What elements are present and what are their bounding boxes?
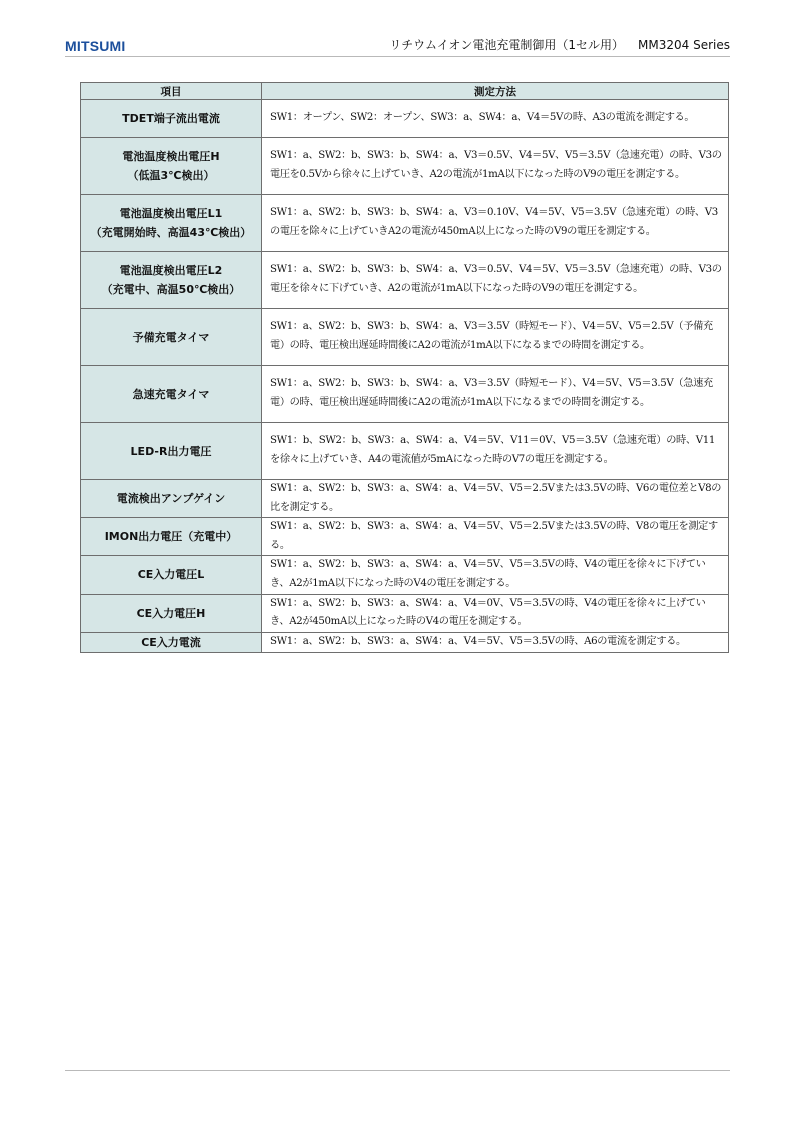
item-cell bbox=[81, 594, 262, 632]
method-cell bbox=[262, 518, 729, 556]
item-cell bbox=[81, 100, 262, 138]
table-row bbox=[81, 518, 729, 556]
method-text: SW1：a、SW2：b、SW3：b、SW4：a、V3＝0.5V、V4＝5V、V5＝3.5V（急速充電）の時、V3の電圧を0.5Vから徐々に上げていき、A2の電流が1mA以下になった時のV9の電圧を測定する。 bbox=[270, 150, 722, 180]
item-label: 電池温度検出電圧H （低温3℃検出） bbox=[122, 150, 220, 182]
item-label: CE入力電流 bbox=[141, 635, 201, 649]
item-cell bbox=[81, 480, 262, 518]
method-text: SW1：a、SW2：b、SW3：a、SW4：a、V4＝5V、V5＝3.5Vの時、A6の電流を測定する。 bbox=[270, 635, 686, 647]
item-cell bbox=[81, 195, 262, 252]
measurement-methods-table bbox=[80, 82, 729, 653]
method-text: SW1：b、SW2：b、SW3：a、SW4：a、V4＝5V、V11＝0V、V5＝3.5V（急速充電）の時、V11を徐々に上げていき、A4の電流値が5mAになった時のV7の電圧を測定する。 bbox=[270, 435, 715, 465]
item-cell bbox=[81, 309, 262, 366]
method-text: SW1：a、SW2：b、SW3：b、SW4：a、V3＝0.5V、V4＝5V、V5＝3.5V（急速充電）の時、V3の電圧を徐々に下げていき、A2の電流が1mA以下になった時のV9の電圧を測定する。 bbox=[270, 264, 722, 294]
page-header bbox=[65, 30, 730, 54]
item-label: CE入力電圧L bbox=[137, 568, 205, 582]
method-cell bbox=[262, 480, 729, 518]
table-row bbox=[81, 423, 729, 480]
method-cell bbox=[262, 366, 729, 423]
product-description: リチウムイオン電池充電制御用（1セル用） bbox=[389, 38, 625, 52]
table-row bbox=[81, 556, 729, 594]
method-cell bbox=[262, 632, 729, 652]
item-label: 電池温度検出電圧L2 （充電中、高温50℃検出） bbox=[101, 264, 241, 296]
method-cell bbox=[262, 100, 729, 138]
method-text: SW1：a、SW2：b、SW3：a、SW4：a、V4＝5V、V5＝2.5Vまたは3.5Vの時、V8の電圧を測定する。 bbox=[270, 521, 718, 551]
table-row bbox=[81, 366, 729, 423]
item-cell bbox=[81, 632, 262, 652]
document-title bbox=[389, 36, 730, 53]
item-label: TDET端子流出電流 bbox=[122, 112, 220, 125]
item-cell bbox=[81, 366, 262, 423]
method-cell bbox=[262, 309, 729, 366]
item-label: 電流検出アンプゲイン bbox=[116, 492, 226, 506]
item-cell bbox=[81, 138, 262, 195]
column-header-method: 測定方法 bbox=[262, 83, 729, 100]
column-header-item: 項目 bbox=[81, 83, 262, 100]
series-name: MM3204 Series bbox=[638, 38, 730, 52]
footer-divider bbox=[65, 1070, 730, 1071]
method-cell bbox=[262, 252, 729, 309]
item-cell bbox=[81, 556, 262, 594]
item-label: LED-R出力電圧 bbox=[130, 444, 212, 458]
table-header-row bbox=[81, 83, 729, 100]
item-cell bbox=[81, 518, 262, 556]
table-row bbox=[81, 195, 729, 252]
item-label: 予備充電タイマ bbox=[132, 330, 210, 344]
item-label: 電池温度検出電圧L1 （充電開始時、高温43℃検出） bbox=[90, 207, 252, 239]
method-text: SW1：a、SW2：b、SW3：b、SW4：a、V3＝3.5V（時短モード）、V4＝5V、V5＝2.5V（予備充電）の時、電圧検出遅延時間後にA2の電流が1mA以下になるまでの時間を測定する。 bbox=[270, 321, 713, 351]
table-row bbox=[81, 632, 729, 652]
company-logo: MITSUMI bbox=[65, 38, 126, 54]
method-cell bbox=[262, 556, 729, 594]
item-label: CE入力電圧H bbox=[136, 606, 206, 620]
table-row bbox=[81, 309, 729, 366]
item-cell bbox=[81, 252, 262, 309]
table-row bbox=[81, 100, 729, 138]
table-row bbox=[81, 252, 729, 309]
method-text: SW1：a、SW2：b、SW3：a、SW4：a、V4＝5V、V5＝3.5Vの時、V4の電圧を徐々に下げていき、A2が1mA以下になった時のV4の電圧を測定する。 bbox=[270, 559, 706, 589]
method-text: SW1：a、SW2：b、SW3：a、SW4：a、V4＝0V、V5＝3.5Vの時、V4の電圧を徐々に上げていき、A2が450mA以上になった時のV4の電圧を測定する。 bbox=[270, 597, 706, 628]
method-text: SW1：a、SW2：b、SW3：b、SW4：a、V3＝3.5V（時短モード）、V4＝5V、V5＝3.5V（急速充電）の時、電圧検出遅延時間後にA2の電流が1mA以下になるまでの時間を測定する。 bbox=[270, 378, 713, 408]
method-cell bbox=[262, 195, 729, 252]
method-text: SW1：a、SW2：b、SW3：b、SW4：a、V3＝0.10V、V4＝5V、V5＝3.5V（急速充電）の時、V3の電圧を除々に上げていきA2の電流が450mA以上になった時のV9の電圧を測定する。 bbox=[270, 207, 718, 237]
table-row bbox=[81, 480, 729, 518]
item-label: 急速充電タイマ bbox=[132, 387, 210, 401]
table-row bbox=[81, 594, 729, 632]
header-divider bbox=[65, 56, 730, 57]
table-row bbox=[81, 138, 729, 195]
method-cell bbox=[262, 594, 729, 632]
item-cell bbox=[81, 423, 262, 480]
method-cell bbox=[262, 138, 729, 195]
item-label: IMON出力電圧（充電中） bbox=[104, 530, 238, 544]
method-text: SW1：a、SW2：b、SW3：a、SW4：a、V4＝5V、V5＝2.5Vまたは3.5Vの時、V6の電位差とV8の比を測定する。 bbox=[270, 483, 722, 513]
method-cell bbox=[262, 423, 729, 480]
method-text: SW1：オープン、SW2：オープン、SW3：a、SW4：a、V4＝5Vの時、A3の電流を測定する。 bbox=[270, 112, 695, 124]
